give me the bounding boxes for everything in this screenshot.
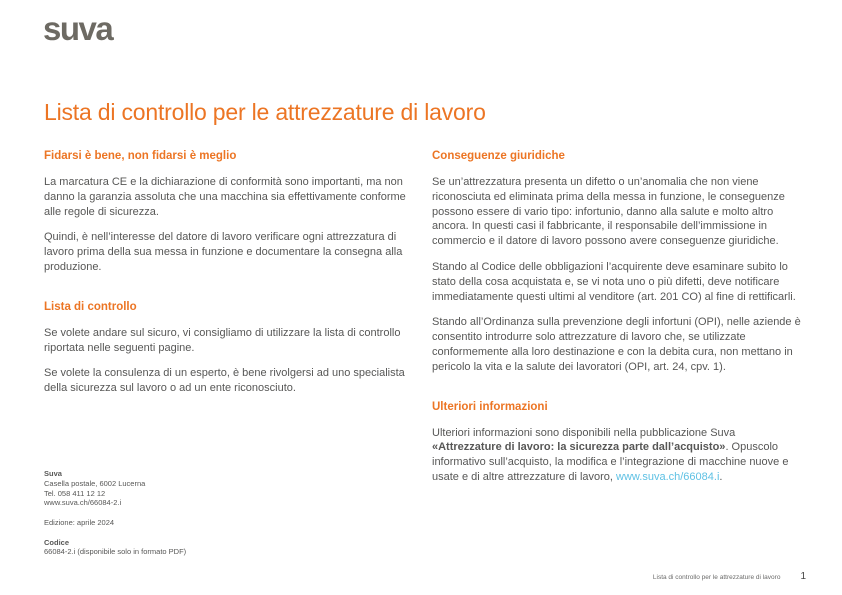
left-column [44,150,410,485]
paragraph: Se volete la consulenza di un esperto, è bene rivolgersi ad uno specialista della sicurezza sul lavoro o ad un ente riconosciuto. [44,367,405,395]
paragraph: Stando al Codice delle obbligazioni l’acquirente deve esaminare subito lo stato della cosa acquistata e, se vi nota uno o più difetti, deve notificare immediatamente questi ultimi al venditore (art. 201 CO) al fine di rettificarli. [432,260,796,303]
paragraph: La marcatura CE e la dichiarazione di conformità sono importanti, ma non danno la garanzia assoluta che una macchina sia effettivamente conforme alle regole di sicurezza. [44,176,406,218]
suva-logo: suva [43,10,113,47]
footer-address-line: Casella postale, 6002 Lucerna [44,478,146,488]
info-text: . Opuscolo informativo sull’acquisto, la modifica e l’integrazione di macchine nuove e usate e di altre attrezzature di lavoro, [432,441,789,483]
footer-code-value: 66084-2.i (disponibile solo in formato PDF) [44,547,187,557]
page-number: 1 [800,571,806,582]
section-heading-fidarsi: Fidarsi è bene, non fidarsi è meglio [44,150,237,162]
footer-edition-line: Edizione: aprile 2024 [44,517,115,527]
publication-link[interactable]: www.suva.ch/66084.i [616,470,720,483]
paragraph: Quindi, è nell’interesse del datore di lavoro verificare ogni attrezzatura di lavoro prima della sua messa in funzione e documentare la consegna alla produzione. [44,231,403,273]
section-heading-lista-di-controllo: Lista di controllo [44,300,137,313]
section-heading-ulteriori-informazioni: Ulteriori informazioni [432,400,548,413]
footer-code-label: Codice [44,537,70,547]
section-lista-di-controllo [44,301,410,396]
section-ulteriori-informazioni [432,401,806,485]
paragraph: Se un’attrezzatura presenta un difetto o un’anomalia che non viene riconosciuta ed eliminata prima della messa in funzione, le conseguenze possono essere di vario tipo: infortunio, danno alla salute e molto altro ancora. In questi casi il fabbricante, il responsabile dell’immissione in commercio e il datore di lavoro possono avere conseguenze giuridiche. [432,176,785,248]
footer-spacer [44,508,186,518]
section-conseguenze [432,150,806,375]
content-columns [44,150,806,485]
page-title: Lista di controllo per le attrezzature di lavoro [44,99,486,126]
section-fidarsi [44,150,410,275]
section-heading-conseguenze: Conseguenze giuridiche [432,150,565,162]
footer-address-block [44,469,186,557]
footer-page-info [653,571,806,582]
footer-doc-title: Lista di controllo per le attrezzature di lavoro [652,574,781,581]
paragraph: Se volete andare sul sicuro, vi consigliamo di utilizzare la lista di controllo riportata nelle seguenti pagine. [44,326,401,354]
publication-title: «Attrezzature di lavoro: la sicurezza parte dall’acquisto» [432,441,726,454]
info-text: Ulteriori informazioni sono disponibili nella pubblicazione Suva [432,426,736,439]
right-column [432,150,806,485]
info-text: . [719,470,723,483]
footer-url-line: www.suva.ch/66084-2.i [44,498,122,508]
footer-phone-line: Tel. 058 411 12 12 [44,488,106,498]
footer-org-name: Suva [44,469,62,478]
paragraph-publication-info [432,426,806,485]
footer-spacer [44,528,186,538]
paragraph: Stando all’Ordinanza sulla prevenzione degli infortuni (OPI), nelle aziende è consentito introdurre solo attrezzature di lavoro che, se utilizzate conformemente alla loro destinazione e con la debita cura, non mettano in pericolo la vita e la salute dei lavoratori (OPI, art. 24, cpv. 1). [432,316,801,373]
